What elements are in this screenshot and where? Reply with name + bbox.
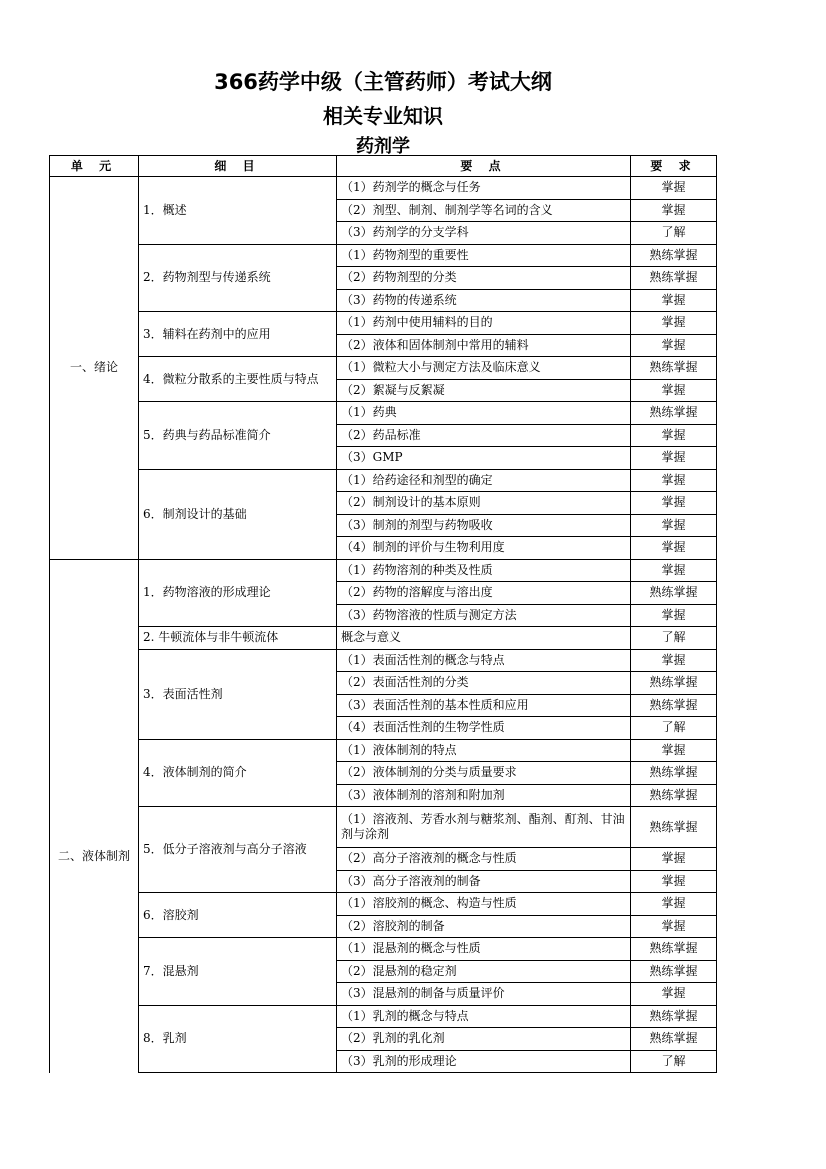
requirement-cell: 熟练掌握 [631,1005,717,1028]
header-point: 要 点 [337,156,631,177]
table-header-row [50,156,717,177]
point-cell: （3）GMP [337,447,631,470]
requirement-cell: 熟练掌握 [631,402,717,425]
requirement-cell: 掌握 [631,604,717,627]
header-requirement: 要 求 [631,156,717,177]
requirement-cell: 熟练掌握 [631,694,717,717]
requirement-cell: 掌握 [631,492,717,515]
header-unit: 单 元 [50,156,139,177]
requirement-cell: 熟练掌握 [631,244,717,267]
point-cell: （3）混悬剂的制备与质量评价 [337,983,631,1006]
requirement-cell: 掌握 [631,514,717,537]
document-title: 366药学中级（主管药师）考试大纲 [214,70,552,94]
point-cell: （2）溶胶剂的制备 [337,915,631,938]
section-cell: 4．微粒分散系的主要性质与特点 [139,357,337,402]
point-cell: （1）溶液剂、芳香水剂与糖浆剂、酯剂、酊剂、甘油剂与涂剂 [337,807,631,848]
requirement-cell: 掌握 [631,893,717,916]
section-cell: 5．药典与药品标准简介 [139,402,337,470]
table-row [50,807,717,848]
requirement-cell: 熟练掌握 [631,938,717,961]
requirement-cell: 熟练掌握 [631,1028,717,1051]
point-cell: （2）制剂设计的基本原则 [337,492,631,515]
table-row [50,1005,717,1028]
document-section-title: 药剂学 [356,136,410,157]
table-row [50,739,717,762]
point-cell: 概念与意义 [337,627,631,650]
point-cell: （1）微粒大小与测定方法及临床意义 [337,357,631,380]
point-cell: （1）药剂学的概念与任务 [337,177,631,200]
requirement-cell: 掌握 [631,739,717,762]
requirement-cell: 掌握 [631,424,717,447]
requirement-cell: 掌握 [631,649,717,672]
syllabus-table [49,155,717,1073]
requirement-cell: 熟练掌握 [631,267,717,290]
point-cell: （3）药物的传递系统 [337,289,631,312]
point-cell: （2）液体制剂的分类与质量要求 [337,762,631,785]
requirement-cell: 掌握 [631,848,717,871]
requirement-cell: 掌握 [631,983,717,1006]
section-cell: 2．药物剂型与传递系统 [139,244,337,312]
point-cell: （1）药物剂型的重要性 [337,244,631,267]
point-cell: （2）混悬剂的稳定剂 [337,960,631,983]
requirement-cell: 掌握 [631,199,717,222]
point-cell: （2）药物剂型的分类 [337,267,631,290]
point-cell: （3）液体制剂的溶剂和附加剂 [337,784,631,807]
header-section: 细 目 [139,156,337,177]
section-cell: 1．药物溶液的形成理论 [139,559,337,627]
requirement-cell: 掌握 [631,334,717,357]
requirement-cell: 了解 [631,1050,717,1073]
section-cell: 1．概述 [139,177,337,245]
section-cell: 3．表面活性剂 [139,649,337,739]
section-cell: 5．低分子溶液剂与高分子溶液 [139,807,337,893]
table-row [50,244,717,267]
requirement-cell: 熟练掌握 [631,672,717,695]
requirement-cell: 了解 [631,717,717,740]
point-cell: （2）药品标准 [337,424,631,447]
requirement-cell: 熟练掌握 [631,357,717,380]
point-cell: （3）乳剂的形成理论 [337,1050,631,1073]
section-cell: 6．溶胶剂 [139,893,337,938]
table-row [50,312,717,335]
point-cell: （2）絮凝与反絮凝 [337,379,631,402]
requirement-cell: 熟练掌握 [631,762,717,785]
section-cell: 2. 牛顿流体与非牛顿流体 [139,627,337,650]
requirement-cell: 掌握 [631,379,717,402]
point-cell: （1）混悬剂的概念与性质 [337,938,631,961]
unit-cell: 一、绪论 [50,177,139,560]
point-cell: （1）药物溶剂的种类及性质 [337,559,631,582]
requirement-cell: 掌握 [631,915,717,938]
requirement-cell: 掌握 [631,447,717,470]
requirement-cell: 掌握 [631,469,717,492]
point-cell: （2）药物的溶解度与溶出度 [337,582,631,605]
requirement-cell: 熟练掌握 [631,960,717,983]
section-cell: 7．混悬剂 [139,938,337,1006]
point-cell: （3）药剂学的分支学科 [337,222,631,245]
requirement-cell: 了解 [631,222,717,245]
section-cell: 3．辅料在药剂中的应用 [139,312,337,357]
requirement-cell: 掌握 [631,870,717,893]
requirement-cell: 熟练掌握 [631,807,717,848]
point-cell: （1）表面活性剂的概念与特点 [337,649,631,672]
table-row [50,177,717,200]
point-cell: （3）制剂的剂型与药物吸收 [337,514,631,537]
unit-cell: 二、液体制剂 [50,559,139,1073]
point-cell: （3）药物溶液的性质与测定方法 [337,604,631,627]
requirement-cell: 熟练掌握 [631,784,717,807]
point-cell: （1）药典 [337,402,631,425]
table-row [50,402,717,425]
point-cell: （1）给药途径和剂型的确定 [337,469,631,492]
point-cell: （2）高分子溶液剂的概念与性质 [337,848,631,871]
requirement-cell: 掌握 [631,312,717,335]
requirement-cell: 掌握 [631,177,717,200]
point-cell: （1）液体制剂的特点 [337,739,631,762]
point-cell: （1）药剂中使用辅料的目的 [337,312,631,335]
section-cell: 4．液体制剂的简介 [139,739,337,807]
requirement-cell: 掌握 [631,537,717,560]
point-cell: （2）表面活性剂的分类 [337,672,631,695]
requirement-cell: 掌握 [631,289,717,312]
table-row [50,627,717,650]
point-cell: （2）乳剂的乳化剂 [337,1028,631,1051]
point-cell: （3）表面活性剂的基本性质和应用 [337,694,631,717]
point-cell: （2）剂型、制剂、制剂学等名词的含义 [337,199,631,222]
point-cell: （1）溶胶剂的概念、构造与性质 [337,893,631,916]
table-row [50,357,717,380]
point-cell: （1）乳剂的概念与特点 [337,1005,631,1028]
table-body [50,177,717,1073]
requirement-cell: 掌握 [631,559,717,582]
point-cell: （4）制剂的评价与生物利用度 [337,537,631,560]
table-row [50,938,717,961]
point-cell: （4）表面活性剂的生物学性质 [337,717,631,740]
point-cell: （2）液体和固体制剂中常用的辅料 [337,334,631,357]
table-row [50,469,717,492]
point-cell: （3）高分子溶液剂的制备 [337,870,631,893]
document-subtitle: 相关专业知识 [323,104,443,128]
section-cell: 6．制剂设计的基础 [139,469,337,559]
table-row [50,649,717,672]
table-row [50,559,717,582]
section-cell: 8．乳剂 [139,1005,337,1073]
requirement-cell: 了解 [631,627,717,650]
table-row [50,893,717,916]
requirement-cell: 熟练掌握 [631,582,717,605]
